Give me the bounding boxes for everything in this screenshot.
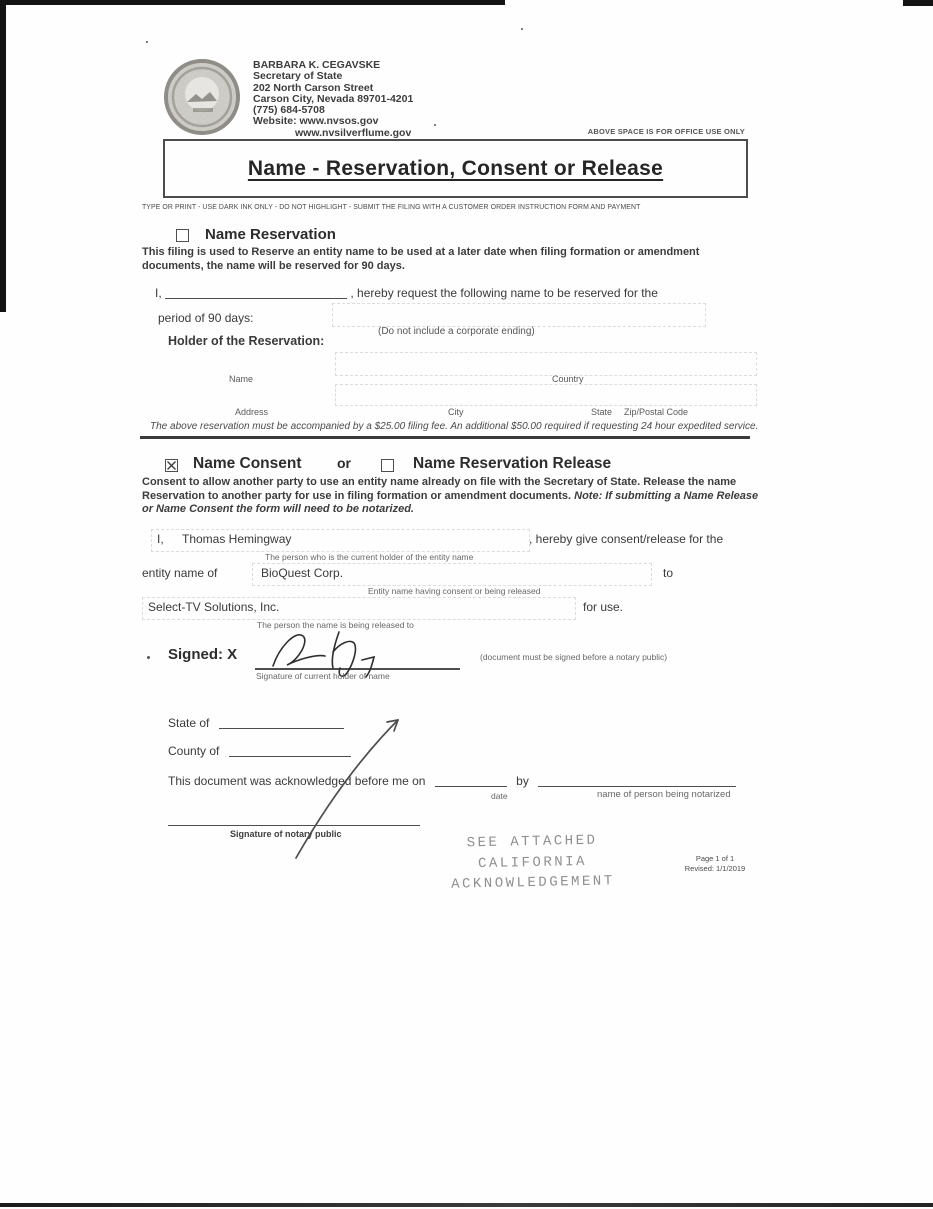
handwritten-arrow-icon <box>278 708 418 868</box>
consent-or-label: or <box>337 455 351 471</box>
consent-released-caption: The person the name is being released to <box>257 620 414 630</box>
state-of-label: State of <box>168 716 210 730</box>
holder-zip-label: Zip/Postal Code <box>624 407 689 417</box>
requestor-name-blank <box>165 286 347 299</box>
secretary-name: BARBARA K. CEGAVSKE <box>253 59 381 71</box>
corporate-ending-note: (Do not include a corporate ending) <box>378 326 535 337</box>
signed-notary-note: (document must be signed before a notary public) <box>480 652 668 662</box>
agency-address2: Carson City, Nevada 89701-4201 <box>253 92 414 105</box>
section-divider-rule <box>140 436 750 439</box>
consent-line3-suffix: for use. <box>583 600 624 614</box>
signature-caption: Signature of current holder of name <box>256 671 390 681</box>
scan-artifact-left <box>0 0 6 312</box>
consent-line2-suffix: to <box>663 566 674 580</box>
ack-prefix: This document was acknowledged before me on <box>168 774 426 788</box>
page-revision-info <box>675 854 755 873</box>
county-of-label: County of <box>168 744 220 758</box>
scan-speck <box>146 41 148 43</box>
reservation-line1-suffix: , hereby request the following name to be reserved for the <box>350 286 658 300</box>
agency-header-block <box>253 60 413 139</box>
stamp-line1: SEE ATTACHED <box>466 832 598 852</box>
consent-holder-caption: The person who is the current holder of the entity name <box>265 552 474 562</box>
agency-website2: www.nvsilverflume.gov <box>295 126 412 139</box>
form-title: Name - Reservation, Consent or Release <box>247 156 664 180</box>
revised-date: Revised: 1/1/2019 <box>684 863 746 873</box>
ack-date-blank <box>435 774 507 787</box>
scan-artifact-top <box>0 0 505 5</box>
stamp-line2: CALIFORNIA <box>477 853 588 872</box>
office-use-note: ABOVE SPACE IS FOR OFFICE USE ONLY <box>587 127 745 136</box>
notary-signature-caption: Signature of notary public <box>230 829 342 839</box>
name-consent-heading: Name Consent <box>193 455 302 472</box>
acknowledgement-line <box>168 774 736 788</box>
reservation-line1-prefix: I, <box>155 286 162 300</box>
signed-label: Signed: X <box>168 646 238 663</box>
stamp-line3: ACKNOWLEDGEMENT <box>451 873 615 893</box>
consent-description <box>142 476 762 517</box>
name-reservation-release-checkbox <box>381 459 394 472</box>
consent-description-main: Consent to allow another party to use an entity name already on file with the Secretary of State. Release the name Reservation to another party for use in filing formation or amendment documents. <box>142 476 737 502</box>
reservation-fee-note: The above reservation must be accompanied by a $25.00 filing fee. An additional $50.00 required if requesting 24 hour expedited service. <box>150 421 759 432</box>
consent-released-to-value: Select-TV Solutions, Inc. <box>148 600 280 614</box>
ack-by-label: by <box>516 774 529 788</box>
consent-description-note: Note: If submitting a Name Release or Name Consent the form will need to be notarized. <box>142 489 759 516</box>
scan-speck <box>521 28 523 30</box>
reservation-request-line <box>155 286 658 300</box>
consent-line1-prefix: I, <box>157 532 164 546</box>
consent-entity-caption: Entity name having consent or being released <box>368 586 541 596</box>
holder-of-reservation-label: Holder of the Reservation: <box>168 334 325 348</box>
holder-address-fieldbox <box>335 384 757 406</box>
scan-artifact-top-right <box>903 0 933 6</box>
consent-entity-name-value: BioQuest Corp. <box>261 566 344 580</box>
ack-name-blank <box>538 774 736 787</box>
reserved-name-fieldbox <box>332 303 706 327</box>
ack-date-caption: date <box>491 791 508 801</box>
name-reservation-heading: Name Reservation <box>205 226 336 243</box>
consent-holder-name-value: Thomas Hemingway <box>182 532 292 546</box>
name-reservation-release-heading: Name Reservation Release <box>413 455 612 472</box>
nevada-state-seal-icon <box>163 58 241 136</box>
agency-website: Website: www.nvsos.gov <box>253 115 379 128</box>
scan-artifact-bottom <box>0 1203 933 1207</box>
form-title-box <box>163 139 748 198</box>
ack-name-caption: name of person being notarized <box>597 789 731 800</box>
holder-address-label: Address <box>235 407 269 417</box>
consent-line2-prefix: entity name of <box>142 566 218 580</box>
attached-acknowledgement-stamp <box>424 830 640 896</box>
checkbox-x-icon <box>166 460 177 471</box>
name-consent-checkbox-checked <box>165 459 178 472</box>
scan-speck <box>147 656 150 659</box>
page-number: Page 1 of 1 <box>695 854 735 863</box>
holder-name-label: Name <box>229 374 254 384</box>
consent-line1-suffix: , hereby give consent/release for the <box>529 532 724 546</box>
holder-name-fieldbox <box>335 352 757 376</box>
name-reservation-checkbox <box>176 229 189 242</box>
holder-city-label: City <box>448 407 464 417</box>
filing-instructions: TYPE OR PRINT - USE DARK INK ONLY - DO NOT HIGHLIGHT - SUBMIT THE FILING WITH A CUSTOMER ORDER INSTRUCTION FORM AND PAYMENT <box>142 204 641 211</box>
scan-speck <box>434 124 436 126</box>
secretary-title: Secretary of State <box>253 70 343 83</box>
holder-state-label: State <box>591 407 613 417</box>
reservation-period-line: period of 90 days: <box>158 311 254 325</box>
name-reservation-description: This filing is used to Reserve an entity name to be used at a later date when filing formation or amendment documents, the name will be reserved for 90 days. <box>142 246 700 272</box>
agency-phone: (775) 684-5708 <box>253 104 325 117</box>
holder-country-label: Country <box>552 374 584 384</box>
agency-address1: 202 North Carson Street <box>253 81 374 94</box>
